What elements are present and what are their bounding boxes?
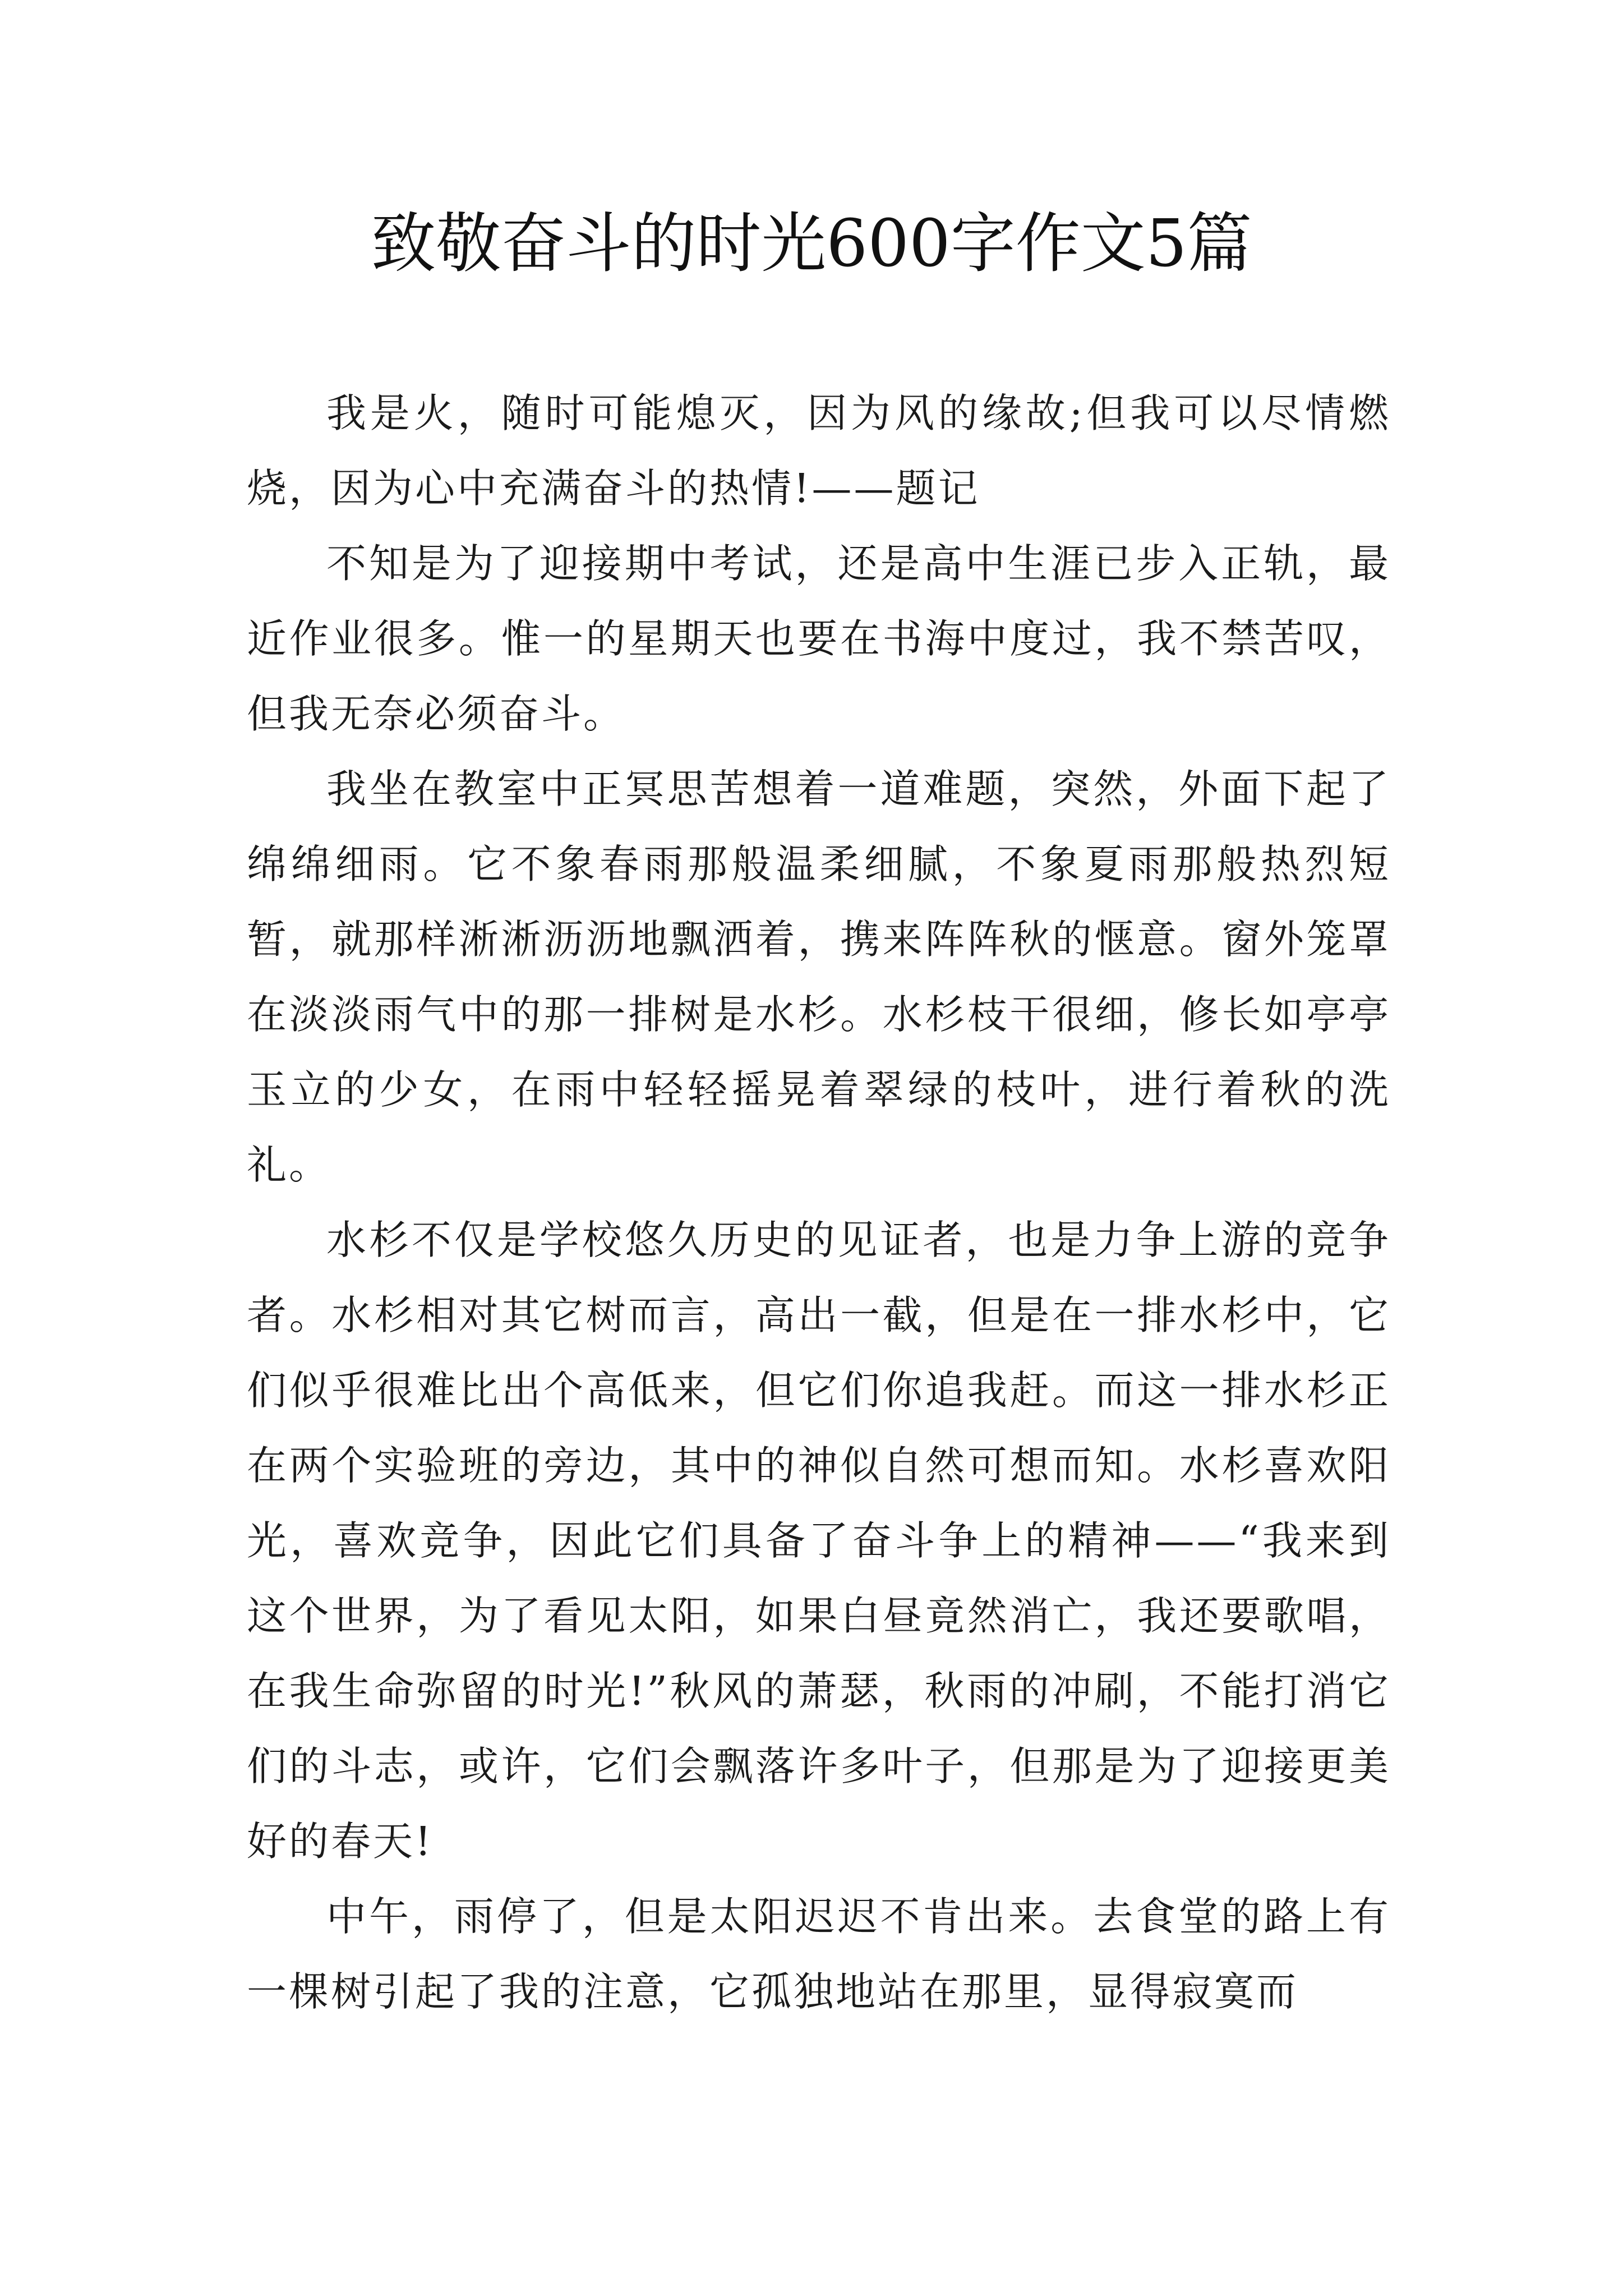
document-body (247, 376, 1391, 2030)
paragraph: 水杉不仅是学校悠久历史的见证者，也是力争上游的竞争者。水杉相对其它树而言，高出一截，但是在一排水杉中，它们似乎很难比出个高低来，但它们你追我赶。而这一排水杉正在两个实验班的旁边，其中的神似自然可想而知。水杉喜欢阳光，喜欢竞争，因此它们具备了奋斗争上的精神——“我来到这个世界，为了看见太阳，如果白昼竟然消亡，我还要歌唱，在我生命弥留的时光!”秋风的萧瑟，秋雨的冲刷，不能打消它们的斗志，或许，它们会飘落许多叶子，但那是为了迎接更美好的春天! (247, 1217, 1391, 1865)
paragraph-epigraph: 我是火，随时可能熄灭，因为风的缘故;但我可以尽情燃烧，因为心中充满奋斗的热情!——题记 (247, 390, 1391, 512)
document-title: 致敬奋斗的时光600字作文5篇 (371, 206, 1252, 282)
paragraph: 中午，雨停了，但是太阳迟迟不肯出来。去食堂的路上有一棵树引起了我的注意，它孤独地站在那里，显得寂寞而 (247, 1893, 1391, 2015)
paragraph: 我坐在教室中正冥思苦想着一道难题，突然，外面下起了绵绵细雨。它不象春雨那般温柔细腻，不象夏雨那般热烈短暂，就那样淅淅沥沥地飘洒着，携来阵阵秋的惬意。窗外笼罩在淡淡雨气中的那一排树是水杉。水杉枝干很细，修长如亭亭玉立的少女，在雨中轻轻摇晃着翠绿的枝叶，进行着秋的洗礼。 (247, 766, 1391, 1188)
paragraph: 不知是为了迎接期中考试，还是高中生涯已步入正轨，最近作业很多。惟一的星期天也要在书海中度过，我不禁苦叹，但我无奈必须奋斗。 (247, 540, 1391, 737)
